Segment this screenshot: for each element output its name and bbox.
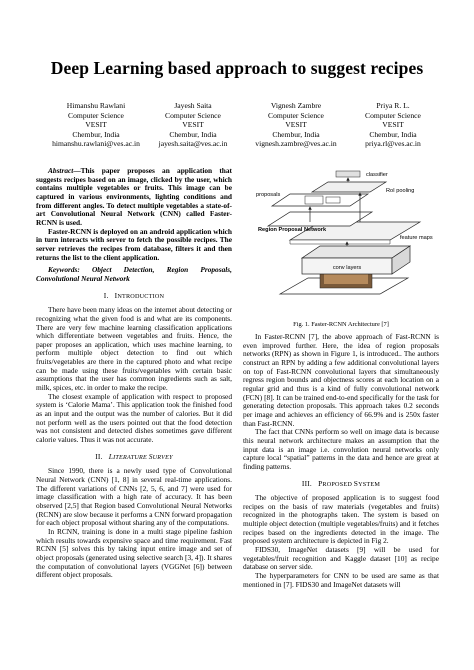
keywords: Keywords: Object Detection, Region Proposals, Convolutional Neural Network — [36, 265, 232, 283]
proposed-paragraph: The objective of proposed application is to suggest food recipes on the basis of raw materials (vegetables and fruits) recognized in the photographs taken. The system is based on multiple object detection (multiple vegetables/fruits) and it fetches recipes based on the ingredients detected in the image. The proposed system architecture is depicted in Fig 2. — [243, 493, 439, 546]
abstract-lead: Abstract — [48, 166, 74, 175]
section-initial: I — [114, 290, 118, 300]
author-4 — [333, 101, 453, 149]
author-email: himanshu.rawlani@ves.ac.in — [52, 139, 140, 149]
author-dept: Computer Science — [68, 110, 124, 120]
author-org: VESIT — [85, 120, 107, 130]
section-rest: ITERATURE — [113, 453, 149, 461]
right-column — [243, 333, 439, 589]
intro-paragraph: The closest example of application with respect to proposed system is ‘Calorie Mama’. This application took the finished food as an input and the output was the number of calories. But it did not perform well as the users pointed out that the food detection was not consistent and detected dishes sometimes gave different calorie values. Thus it was not accurate. — [36, 391, 232, 445]
faster-rcnn-figure — [250, 166, 436, 322]
author-dept: Computer Science — [365, 110, 421, 120]
roi-slab — [312, 182, 386, 192]
author-email: priya.rl@ves.ac.in — [365, 139, 421, 149]
section-initial: P — [318, 478, 323, 488]
abstract-text: —This paper proposes an application that suggests recipes based on an image, clicked by the user, which contains multiple vegetables or fruits. This image can be captured in various environments, lighting conditions and from different angles. To detect multiple vegetables a state-of-art Convolutional Neural Network (CNN) called Faster-RCNN is used. — [36, 166, 232, 227]
literature-paragraph: Since 1990, there is a newly used type of Convolutional Neural Network (CNN) [1, 8] in several real-time applications. The different variations of CNNs [2, 5, 6, and 7] were used for image classification with a high rate of accuracy. It has been observed [2,5] that Region based Convolutional Neural Networks (RCNN) are slow because it performs a CNN forward propagation for each object proposal without sharing any of the computations. — [36, 466, 232, 528]
author-dept: Computer Science — [165, 110, 221, 120]
body-paragraph: In Faster-RCNN [7], the above approach of Fast-RCNN is even improved further. Here, the idea of region proposals networks (RPN) as shown in Figure 1, is introduced.. The authors construct an RPN by adding a few additional convolutional layers on top of Fast-RCNN convolutional layers that simultaneously regress region bounds and objectness scores at each location on a regular grid and thus is a kind of fully convolutional network (FCN) [8]. It can be trained end-to-end specifically for the task for generating detection proposals. This approach takes 0.2 seconds per image and achieves an efficiency of 66.9% and is 250x faster than Fast-RCNN. — [243, 332, 439, 428]
literature-paragraph: In RCNN, training is done in a multi stage pipeline fashion which results towards expensive space and time requirement. Fast RCNN [5] solves this by taking input entire image and set of object proposals (generated using selective search [3, 4]). It shares the computation of convolutional layers (VGGNet [6]) between different object proposals. — [36, 526, 232, 580]
proposed-paragraph: The hyperparameters for CNN to be used are same as that mentioned in [7]. FIDS30 and ImageNet datasets will — [243, 571, 439, 589]
feature-map-edge — [290, 240, 390, 244]
conv-layers-label: conv layers — [332, 265, 362, 271]
conv-layers-top — [302, 246, 410, 258]
classifier-label: classifier — [366, 172, 388, 178]
section-initial: L — [108, 451, 114, 461]
feature-maps-label: feature maps — [400, 235, 433, 241]
author-email: jayesh.saita@ves.ac.in — [158, 139, 228, 149]
author-name: Himanshu Rawlani — [66, 101, 126, 110]
section-number: I. — [103, 290, 109, 300]
body-paragraph: The fact that CNNs perform so well on image data is because this neural network architecture makes an assumption that the input data is an image i.e. convolution neural networks only capture local “spatial” patterns in the data and hence are great at finding patterns. — [243, 427, 439, 471]
author-org: VESIT — [285, 120, 307, 130]
section-heading-proposed-system — [243, 480, 439, 490]
section-number: II. — [95, 451, 103, 461]
proposed-paragraph: FIDS30, ImageNet datasets [9] will be used for vegetables/fruit recognition and Kaggle dataset [10] as recipe database on server side. — [243, 545, 439, 572]
section-heading-literature-survey — [36, 453, 232, 463]
section-rest: NTRODUCTION — [117, 292, 165, 300]
section-number: III. — [301, 478, 312, 488]
classifier-box — [336, 171, 360, 177]
section-rest: ROPOSED — [322, 480, 354, 488]
section-heading-introduction — [36, 292, 232, 302]
author-2 — [133, 101, 253, 149]
intro-paragraph: There have been many ideas on the internet about detecting or recognizing what the given food is and what are its components. There are very few machine learning classification applications which differentiate between vegetables and fruits. Hence, the paper proposes an application, which uses machine learning, to perform multiple object detection to find out which fruits/vegetables are there in the captured photo and what recipe can be made using these fruits/vegetables with certain basic assumptions that the user has common ingredients such as salt, milk, spices, etc. in order to make the recipe. — [36, 305, 232, 393]
left-column — [36, 167, 232, 580]
section-rest: URVEY — [152, 453, 173, 461]
author-org: VESIT — [382, 120, 404, 130]
author-email: vignesh.zambre@ves.ac.in — [255, 139, 337, 149]
author-name: Vignesh Zambre — [270, 101, 322, 110]
author-org: VESIT — [182, 120, 204, 130]
roi-label: RoI pooling — [386, 188, 415, 194]
abstract — [36, 167, 232, 228]
paper-title: Deep Learning based approach to suggest recipes — [50, 58, 424, 78]
proposals-label: proposals — [256, 192, 281, 198]
author-dept: Computer Science — [268, 110, 324, 120]
author-city: Chembur, India — [272, 129, 320, 139]
rpn-label: Region Proposal Network — [258, 227, 327, 233]
section-initial: S — [353, 478, 359, 488]
section-initial: S — [148, 451, 153, 461]
author-name: Priya R. L. — [376, 101, 410, 110]
author-name: Jayesh Saita — [174, 101, 212, 110]
section-rest: YSTEM — [358, 480, 381, 488]
abstract-paragraph-2: Faster-RCNN is deployed on an android application which in turn interacts with server to fetch the possible recipes. The server retrieves the recipes from database, filters it and then returns the list to the client application. — [36, 226, 232, 262]
author-city: Chembur, India — [169, 129, 217, 139]
author-city: Chembur, India — [72, 129, 120, 139]
author-city: Chembur, India — [369, 129, 417, 139]
figure-caption: Fig. 1. Faster-RCNN Architecture [7] — [293, 321, 389, 328]
